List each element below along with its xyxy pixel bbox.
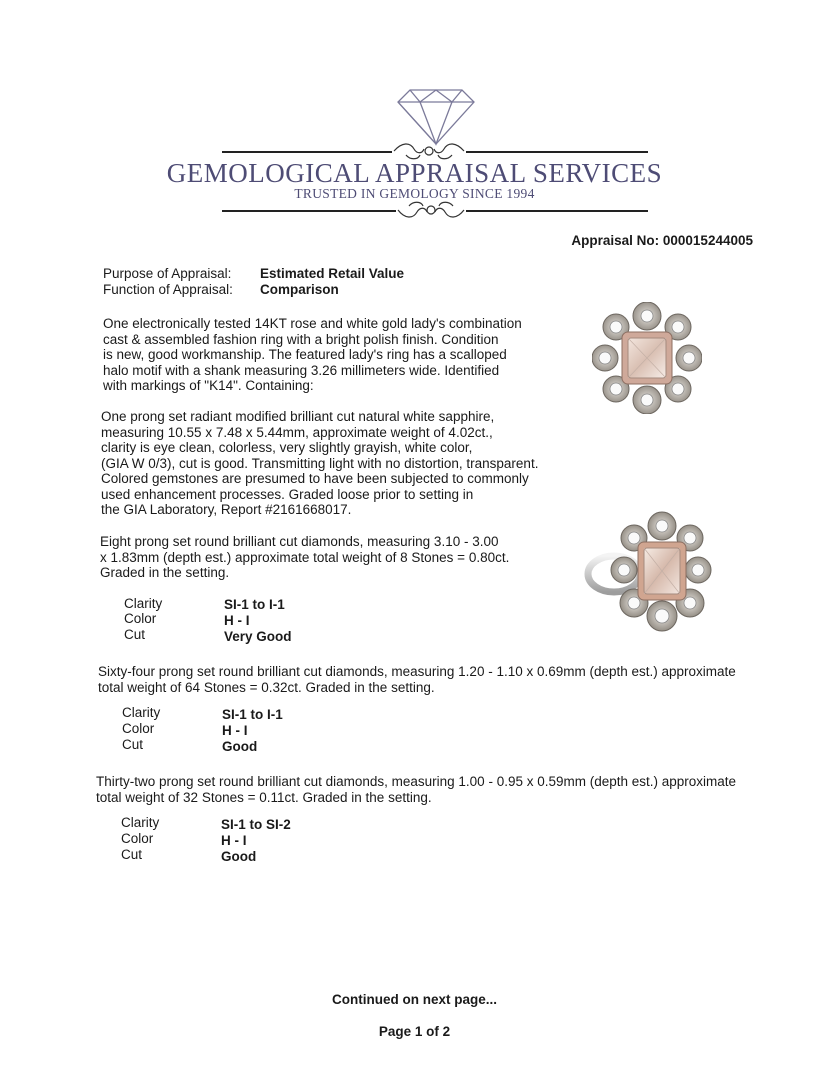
diamonds-thirty-two-description: Thirty-two prong set round brilliant cut diamonds, measuring 1.00 - 0.95 x 0.59mm (depth est.) approximate total weight of 32 Stones = 0.11ct. Graded in the setting.: [96, 774, 737, 805]
grade-1-cut-value: Very Good: [224, 629, 292, 644]
flourish-ornament-icon: [396, 199, 466, 221]
grade-1-clarity-label: Clarity: [124, 596, 163, 611]
grade-2-clarity-label: Clarity: [122, 705, 161, 720]
grade-3-cut-label: Cut: [121, 847, 143, 862]
grade-1-cut-label: Cut: [124, 627, 146, 642]
grade-3-clarity-label: Clarity: [121, 815, 160, 830]
company-tagline: TRUSTED IN GEMOLOGY SINCE 1994: [294, 186, 535, 201]
purpose-value: Estimated Retail Value: [260, 266, 405, 281]
grade-2-clarity-value: SI-1 to I-1: [222, 707, 283, 722]
appraisal-number-label: Appraisal No:: [571, 233, 660, 248]
header-rule-bottom-left: [222, 210, 396, 212]
page-number: Page 1 of 2: [378, 1024, 451, 1039]
grade-3-color-value: H - I: [221, 833, 247, 848]
grade-1-clarity-value: SI-1 to I-1: [224, 597, 285, 612]
appraisal-number: [571, 233, 753, 248]
header-rule-top-left: [222, 151, 392, 153]
ring-description: One electronically tested 14KT rose and white gold lady's combination cast & assembled fashion ring with a bright polish finish. Condition is new, good workmanship. The featured lady's ring has a scalloped halo motif with a shank measuring 3.26 millimeters wide. Identified with markings of "K14". Containing:: [103, 316, 522, 393]
header-rule-bottom-right: [466, 210, 648, 212]
appraisal-number-value: 000015244005: [662, 233, 753, 248]
grade-2-cut-label: Cut: [122, 737, 144, 752]
grade-1-color-label: Color: [124, 611, 157, 626]
grade-3-cut-value: Good: [221, 849, 257, 864]
diamond-logo-icon: [396, 88, 476, 146]
grade-2-cut-value: Good: [222, 739, 258, 754]
header-rule-top-right: [466, 151, 648, 153]
diamonds-eight-description: Eight prong set round brilliant cut diamonds, measuring 3.10 - 3.00 x 1.83mm (depth est.) approximate total weight of 8 Stones = 0.80ct. Graded in the setting.: [100, 534, 510, 580]
company-name: GEMOLOGICAL APPRAISAL SERVICES: [166, 158, 663, 188]
grade-2-color-value: H - I: [222, 723, 248, 738]
ring-top-view-photo: [592, 302, 702, 414]
function-label: Function of Appraisal:: [103, 282, 233, 297]
grade-3-color-label: Color: [121, 831, 154, 846]
grade-1-color-value: H - I: [224, 613, 250, 628]
purpose-label: Purpose of Appraisal:: [103, 266, 232, 281]
grade-3-clarity-value: SI-1 to SI-2: [221, 817, 291, 832]
diamonds-sixty-four-description: Sixty-four prong set round brilliant cut diamonds, measuring 1.20 - 1.10 x 0.69mm (depth est.) approximate total weight of 64 Stones = 0.32ct. Graded in the setting.: [98, 664, 736, 695]
function-value: Comparison: [260, 282, 339, 297]
grade-2-color-label: Color: [122, 721, 155, 736]
ring-angled-view-photo: [584, 508, 714, 636]
sapphire-description: One prong set radiant modified brilliant cut natural white sapphire, measuring 10.55 x 7.48 x 5.44mm, approximate weight of 4.02ct., clarity is eye clean, colorless, very slightly grayish, white color, (GIA W 0/3), cut is good. Transmitting light with no distortion, transparent. Colored gemstones are presumed to have been subjected to commonly used enhancement processes. Graded loose prior to setting in the GIA Laboratory, Report #2161668017.: [101, 409, 539, 517]
continued-notice: Continued on next page...: [332, 992, 497, 1007]
